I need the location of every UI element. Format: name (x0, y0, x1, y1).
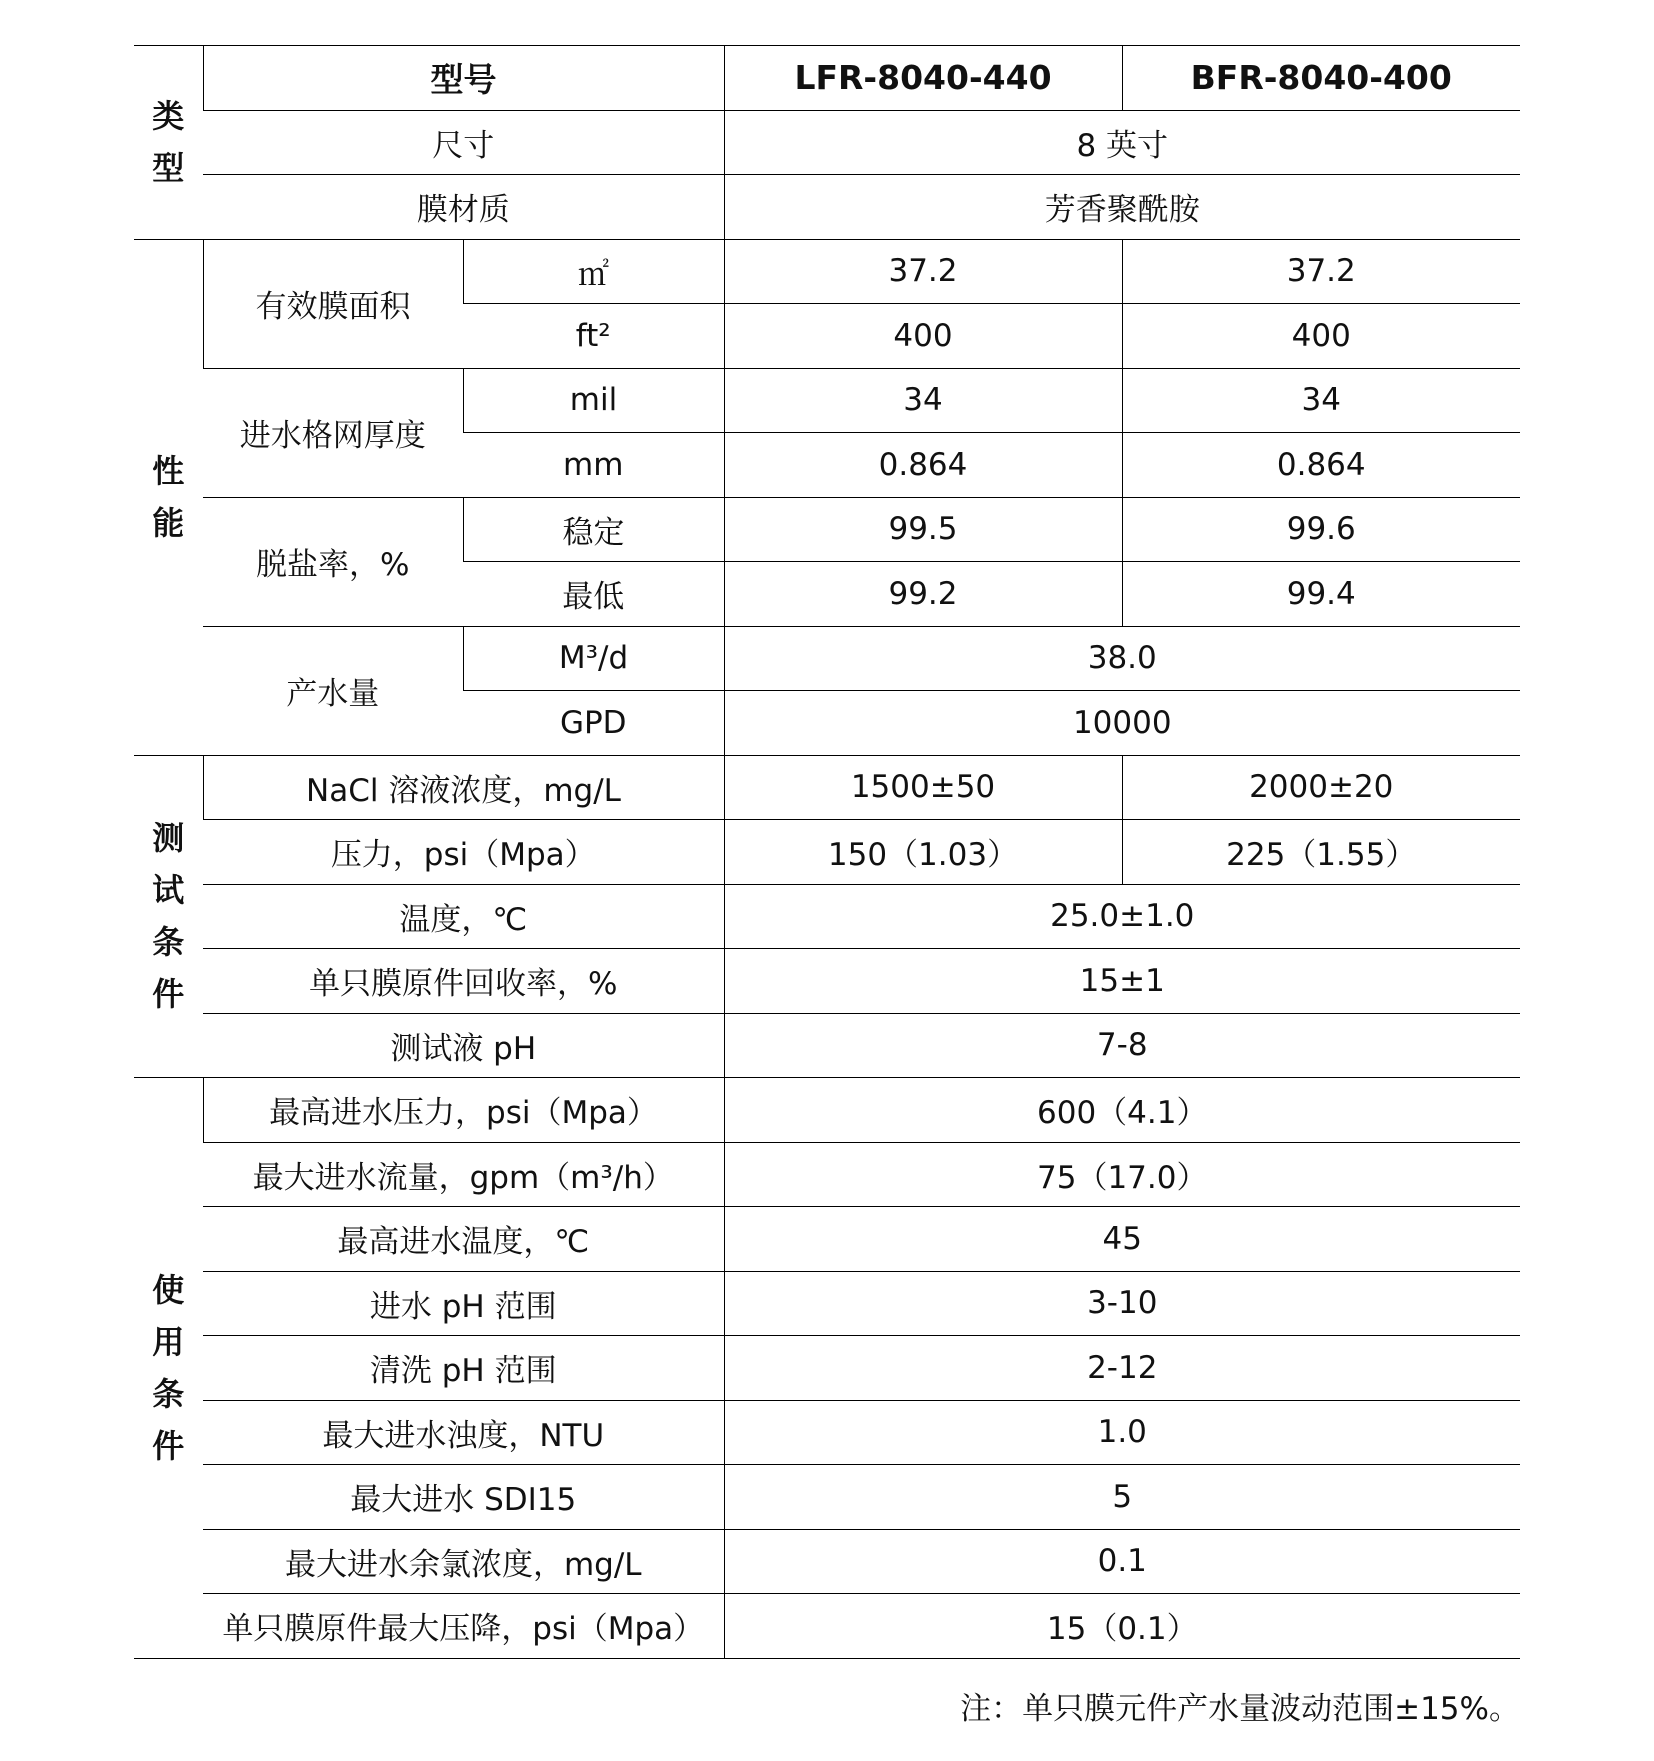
recovery-value: 15±1 (724, 949, 1520, 1014)
table-row (134, 1207, 1520, 1272)
rejection-label: 脱盐率，% (203, 497, 463, 626)
flow-v1: 38.0 (724, 626, 1520, 691)
rejection-m1-v2: 99.2 (724, 562, 1122, 627)
table-row (134, 1336, 1520, 1401)
flow-v2: 10000 (724, 691, 1520, 756)
usage-value: 1.0 (724, 1400, 1520, 1465)
temp-label: 温度，℃ (203, 884, 724, 949)
rejection-unit-1: 稳定 (463, 497, 724, 562)
spacer-unit-2: mm (463, 433, 724, 498)
table-row (134, 949, 1520, 1014)
pressure-label: 压力，psi（Mpa） (203, 820, 724, 885)
rejection-m1-v1: 99.5 (724, 497, 1122, 562)
spacer-m2-v1: 34 (1122, 368, 1520, 433)
area-m2-v2: 400 (1122, 304, 1520, 369)
spec-table (134, 45, 1520, 1659)
table-row (134, 46, 1520, 111)
area-unit-2: ft² (463, 304, 724, 369)
rejection-m2-v2: 99.4 (1122, 562, 1520, 627)
table-row (134, 1465, 1520, 1530)
material-value: 芳香聚酰胺 (724, 175, 1520, 240)
nacl-m2: 2000±20 (1122, 755, 1520, 820)
category-type: 类 型 (134, 46, 203, 240)
pressure-m1: 150（1.03） (724, 820, 1122, 885)
area-m1-v1: 37.2 (724, 239, 1122, 304)
table-row (134, 1078, 1520, 1143)
area-m1-v2: 400 (724, 304, 1122, 369)
usage-value: 600（4.1） (724, 1078, 1520, 1143)
rejection-m2-v1: 99.6 (1122, 497, 1520, 562)
table-row (134, 820, 1520, 885)
area-label: 有效膜面积 (203, 239, 463, 368)
nacl-label: NaCl 溶液浓度，mg/L (203, 755, 724, 820)
spacer-m1-v1: 34 (724, 368, 1122, 433)
table-row (134, 884, 1520, 949)
usage-label: 最大进水浊度，NTU (203, 1400, 724, 1465)
test-ph-label: 测试液 pH (203, 1013, 724, 1078)
spacer-m2-v2: 0.864 (1122, 433, 1520, 498)
usage-label: 最大进水 SDI15 (203, 1465, 724, 1530)
temp-value: 25.0±1.0 (724, 884, 1520, 949)
recovery-label: 单只膜原件回收率，% (203, 949, 724, 1014)
usage-label: 清洗 pH 范围 (203, 1336, 724, 1401)
spacer-m1-v2: 0.864 (724, 433, 1122, 498)
size-label: 尺寸 (203, 110, 724, 175)
footnote: 注：单只膜元件产水量波动范围±15%。 (960, 1691, 1520, 1727)
nacl-m1: 1500±50 (724, 755, 1122, 820)
size-value: 8 英寸 (724, 110, 1520, 175)
category-test: 测 试 条 件 (134, 755, 203, 1078)
table-row (134, 1142, 1520, 1207)
usage-label: 单只膜原件最大压降，psi（Mpa） (203, 1594, 724, 1659)
usage-value: 2-12 (724, 1336, 1520, 1401)
model-2: BFR-8040-400 (1122, 46, 1520, 111)
table-row (134, 1400, 1520, 1465)
usage-value: 75（17.0） (724, 1142, 1520, 1207)
model-1: LFR-8040-440 (724, 46, 1122, 111)
table-row (134, 175, 1520, 240)
material-label: 膜材质 (203, 175, 724, 240)
usage-value: 45 (724, 1207, 1520, 1272)
usage-value: 5 (724, 1465, 1520, 1530)
table-row (134, 239, 1520, 304)
flow-label: 产水量 (203, 626, 463, 755)
usage-label: 最高进水温度，℃ (203, 1207, 724, 1272)
usage-label: 最大进水流量，gpm（m³/h） (203, 1142, 724, 1207)
usage-value: 3-10 (724, 1271, 1520, 1336)
area-m2-v1: 37.2 (1122, 239, 1520, 304)
category-performance: 性 能 (134, 239, 203, 755)
table-row (134, 110, 1520, 175)
usage-label: 最高进水压力，psi（Mpa） (203, 1078, 724, 1143)
rejection-unit-2: 最低 (463, 562, 724, 627)
table-row (134, 368, 1520, 433)
category-usage: 使 用 条 件 (134, 1078, 203, 1659)
table-row (134, 497, 1520, 562)
usage-label: 进水 pH 范围 (203, 1271, 724, 1336)
test-ph-value: 7-8 (724, 1013, 1520, 1078)
usage-value: 15（0.1） (724, 1594, 1520, 1659)
usage-value: 0.1 (724, 1529, 1520, 1594)
usage-label: 最大进水余氯浓度，mg/L (203, 1529, 724, 1594)
table-row (134, 1271, 1520, 1336)
table-row (134, 755, 1520, 820)
table-row (134, 1013, 1520, 1078)
table-row (134, 1594, 1520, 1659)
spacer-label: 进水格网厚度 (203, 368, 463, 497)
flow-unit-2: GPD (463, 691, 724, 756)
flow-unit-1: M³/d (463, 626, 724, 691)
table-row (134, 626, 1520, 691)
pressure-m2: 225（1.55） (1122, 820, 1520, 885)
table-row (134, 1529, 1520, 1594)
model-label: 型号 (203, 46, 724, 111)
area-unit-1: ㎡ (463, 239, 724, 304)
spacer-unit-1: mil (463, 368, 724, 433)
